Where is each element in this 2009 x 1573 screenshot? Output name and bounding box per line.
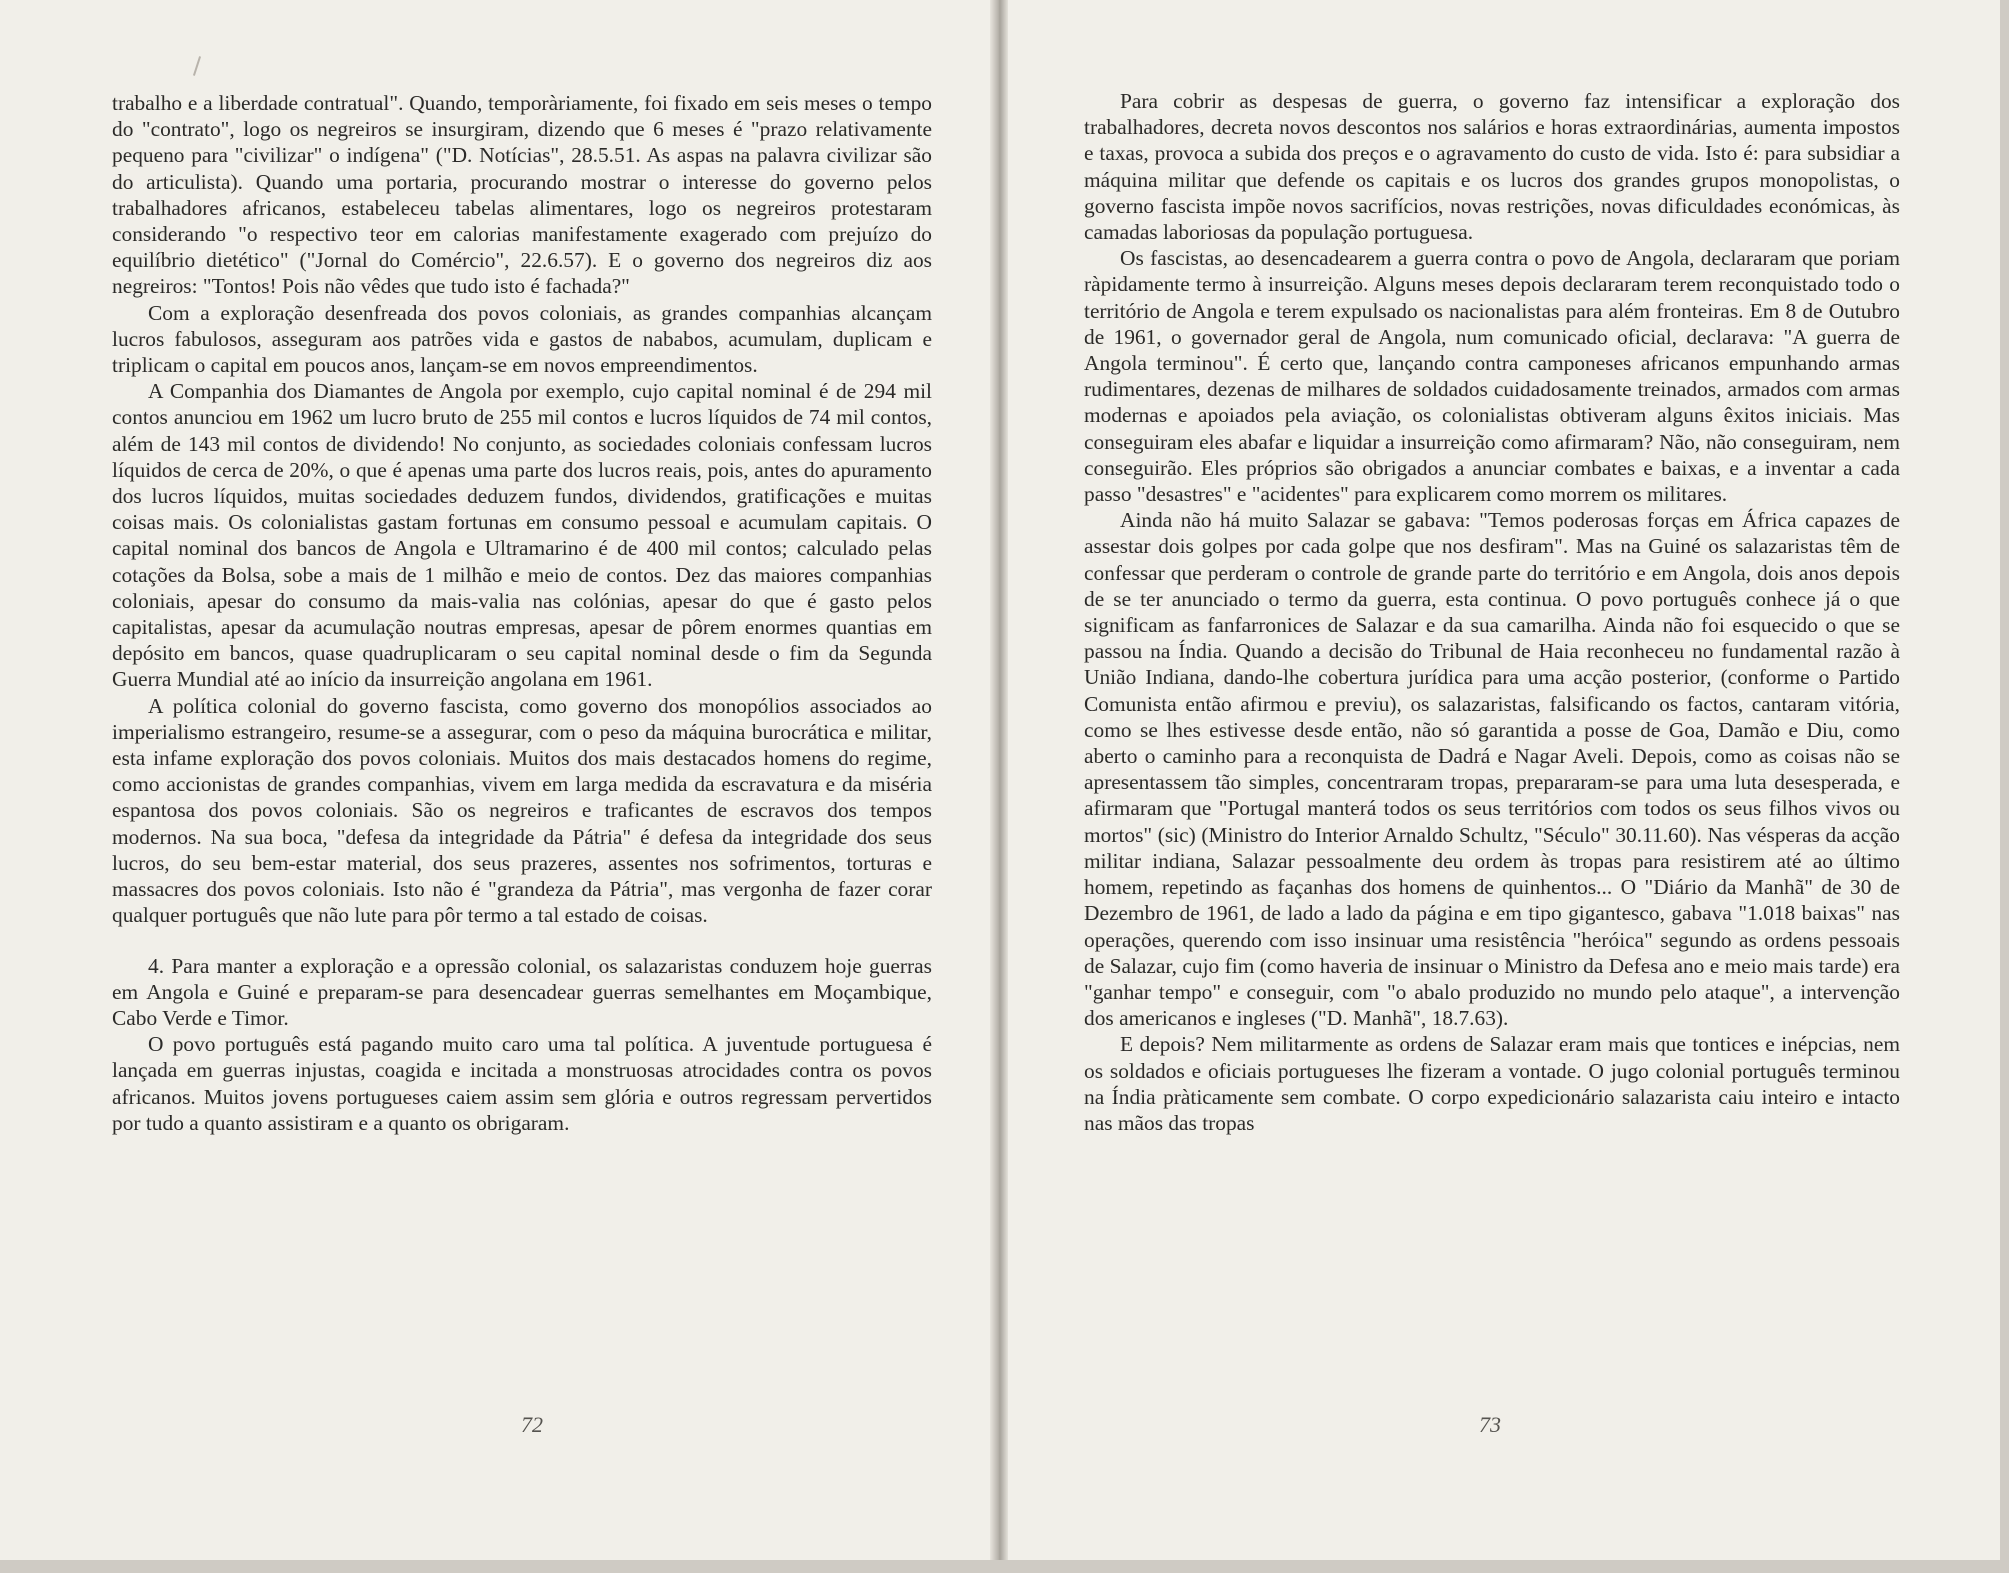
paragraph: Com a exploração desenfreada dos povos coloniais, as grandes companhias alcançam lucros fabulosos, asseguram aos patrões vida e gastos de nababos, acumulam, duplicam e triplicam o capital em poucos anos, lançam-se em novos empreendimentos. — [112, 300, 932, 378]
right-text-block — [1084, 88, 1900, 1136]
paragraph: O povo português está pagando muito caro uma tal política. A juventude portuguesa é lançada em guerras injustas, coagida e incitada a monstruosas atrocidades contra os povos africanos. Muitos jovens portugueses caiem assim sem glória e outros regressam pervertidos por tudo a quanto assistiram e a quanto os obrigaram. — [112, 1032, 932, 1135]
page-number: 73 — [1479, 1412, 1501, 1437]
page-number: 72 — [521, 1412, 543, 1437]
left-page — [0, 0, 998, 1560]
right-page — [1000, 0, 2000, 1560]
section-paragraph: 4. Para manter a exploração e a opressão colonial, os salazaristas conduzem hoje guerras em Angola e Guiné e preparam-se para desencadear guerras semelhantes em Moçambique, Cabo Verde e Timor. — [112, 953, 932, 1030]
paragraph: Para cobrir as despesas de guerra, o governo faz intensificar a exploração dos trabalhadores, decreta novos descontos nos salários e horas extraordinárias, aumenta impostos e taxas, provoca a subida dos preços e o agravamento do custo de vida. Isto é: para subsidiar a máquina militar que defende os capitais e os lucros dos grandes grupos monopolistas, o governo fascista impõe novos sacrifícios, novas restrições, novas dificuldades económicas, às camadas laboriosas da população portuguesa. — [1084, 89, 1900, 245]
left-text-block — [112, 90, 932, 1136]
paragraph: trabalho e a liberdade contratual". Quando, temporàriamente, foi fixado em seis meses o tempo do "contrato", logo os negreiros se insurgiram, dizendo que 6 meses é "prazo relativamente pequeno para "civilizar" o indígena" ("D. Notícias", 28.5.51. As aspas na palavra civilizar são do articulista). Quando uma portaria, procurando mostrar o interesse do governo pelos trabalhadores africanos, estabeleceu tabelas alimentares, logo os negreiros protestaram considerando "o respectivo teor em calorias manifestamente exagerado com prejuízo do equilíbrio dietético" ("Jornal do Comércio", 22.6.57). E o governo dos negreiros diz aos negreiros: "Tontos! Pois não vêdes que tudo isto é fachada?" — [112, 91, 932, 299]
paragraph: Ainda não há muito Salazar se gabava: "Temos poderosas forças em África capazes de assestar dois golpes por cada golpe que nos desfiram". Mas na Guiné os salazaristas têm de confessar que perderam o controle de grande parte do território e em Angola, dois anos depois de se ter anunciado o termo da guerra, esta continua. O povo português conhece já o que significam as fanfarronices de Salazar e da sua camarilha. Ainda não foi esquecido o que se passou na Índia. Quando a decisão do Tribunal de Haia reconheceu no fundamental razão à União Indiana, dando-lhe cobertura jurídica para uma acção posterior, (conforme o Partido Comunista então afirmou e previu), os salazaristas, falsificando os factos, cantaram vitória, como se lhes estivesse desde então, não só garantida a posse de Goa, Damão e Diu, como aberto o caminho para a reconquista de Dadrá e Nagar Aveli. Depois, como as coisas não se apresentassem tão simples, concentraram tropas, prepararam-se para uma luta desesperada, e afirmaram que "Portugal manterá todos os seus territórios com todos os seus filhos vivos ou mortos" (sic) (Ministro do Interior Arnaldo Schultz, "Século" 30.11.60). Nas vésperas da acção militar indiana, Salazar pessoalmente deu ordem às tropas para resistirem até ao último homem, repetindo as façanhas dos homens de quinhentos... O "Diário da Manhã" de 30 de Dezembro de 1961, de lado a lado da página e em tipo gigantesco, gabava "1.018 baixas" nas operações, querendo com isso insinuar uma resistência "heróica" segundo as ordens pessoais de Salazar, cujo fim (como haveria de insinuar o Ministro da Defesa ano e meio mais tarde) era "ganhar tempo" e conseguir, com "o abalo produzido no mundo pelo ataque", a intervenção dos americanos e ingleses ("D. Manhã", 18.7.63). — [1084, 508, 1900, 1031]
pencil-mark — [193, 56, 201, 76]
paragraph: E depois? Nem militarmente as ordens de Salazar eram mais que tontices e inépcias, nem os soldados e oficiais portugueses lhe fizeram a vontade. O jugo colonial português terminou na Índia pràticamente sem combate. O corpo expedicionário salazarista caiu inteiro e intacto nas mãos das tropas — [1084, 1032, 1900, 1135]
book-gutter — [990, 0, 1008, 1560]
paragraph: A Companhia dos Diamantes de Angola por exemplo, cujo capital nominal é de 294 mil contos anunciou em 1962 um lucro bruto de 255 mil contos e lucros líquidos de 74 mil contos, além de 143 mil contos de dividendo! No conjunto, as sociedades coloniais confessam lucros líquidos de cerca de 20%, o que é apenas uma parte dos lucros reais, pois, antes do apuramento dos lucros líquidos, muitas sociedades deduzem fundos, dividendos, gratificações e muitas coisas mais. Os colonialistas gastam fortunas em consumo pessoal e acumulam capitais. O capital nominal dos bancos de Angola e Ultramarino é de 400 mil contos; calculado pelas cotações da Bolsa, sobe a mais de 1 milhão e meio de contos. Dez das maiores companhias coloniais, apesar do consumo da mais-valia nas colónias, apesar do que é gasto pelos capitalistas, apesar da acumulação noutras empresas, apesar de pôrem enormes quantias em depósito em bancos, quase quadruplicaram o seu capital nominal desde o fim da Segunda Guerra Mundial até ao início da insurreição angolana em 1961. — [112, 379, 932, 692]
paragraph: A política colonial do governo fascista, como governo dos monopólios associados ao imperialismo estrangeiro, resume-se a assegurar, com o peso da máquina burocrática e militar, esta infame exploração dos povos coloniais. Muitos dos mais destacados homens do regime, como accionistas de grandes companhias, vivem em larga medida da escravatura e da miséria espantosa dos povos coloniais. São os negreiros e traficantes de escravos dos tempos modernos. Na sua boca, "defesa da integridade da Pátria" é defesa da integridade dos seus lucros, do seu bem-estar material, dos seus prazeres, assentes nos sofrimentos, torturas e massacres dos povos coloniais. Isto não é "grandeza da Pátria", mas vergonha de fazer corar qualquer português que não lute para pôr termo a tal estado de coisas. — [112, 693, 932, 928]
paragraph: Os fascistas, ao desencadearem a guerra contra o povo de Angola, declararam que poriam ràpidamente termo à insurreição. Alguns meses depois declararam terem reconquistado todo o território de Angola e terem expulsado os nacionalistas para além fronteiras. Em 8 de Outubro de 1961, o governador geral de Angola, num comunicado oficial, declarava: "A guerra de Angola terminou". É certo que, lançando contra camponeses africanos empunhando armas rudimentares, dezenas de milhares de soldados cuidadosamente treinados, armados com armas modernas e apoiados pela aviação, os colonialistas obtiveram alguns êxitos iniciais. Mas conseguiram eles abafar e liquidar a insurreição como afirmaram? Não, não conseguiram, nem conseguirão. Eles próprios são obrigados a anunciar combates e baixas, e a inventar a cada passo "desastres" e "acidentes" para explicarem como morrem os militares. — [1084, 246, 1900, 507]
